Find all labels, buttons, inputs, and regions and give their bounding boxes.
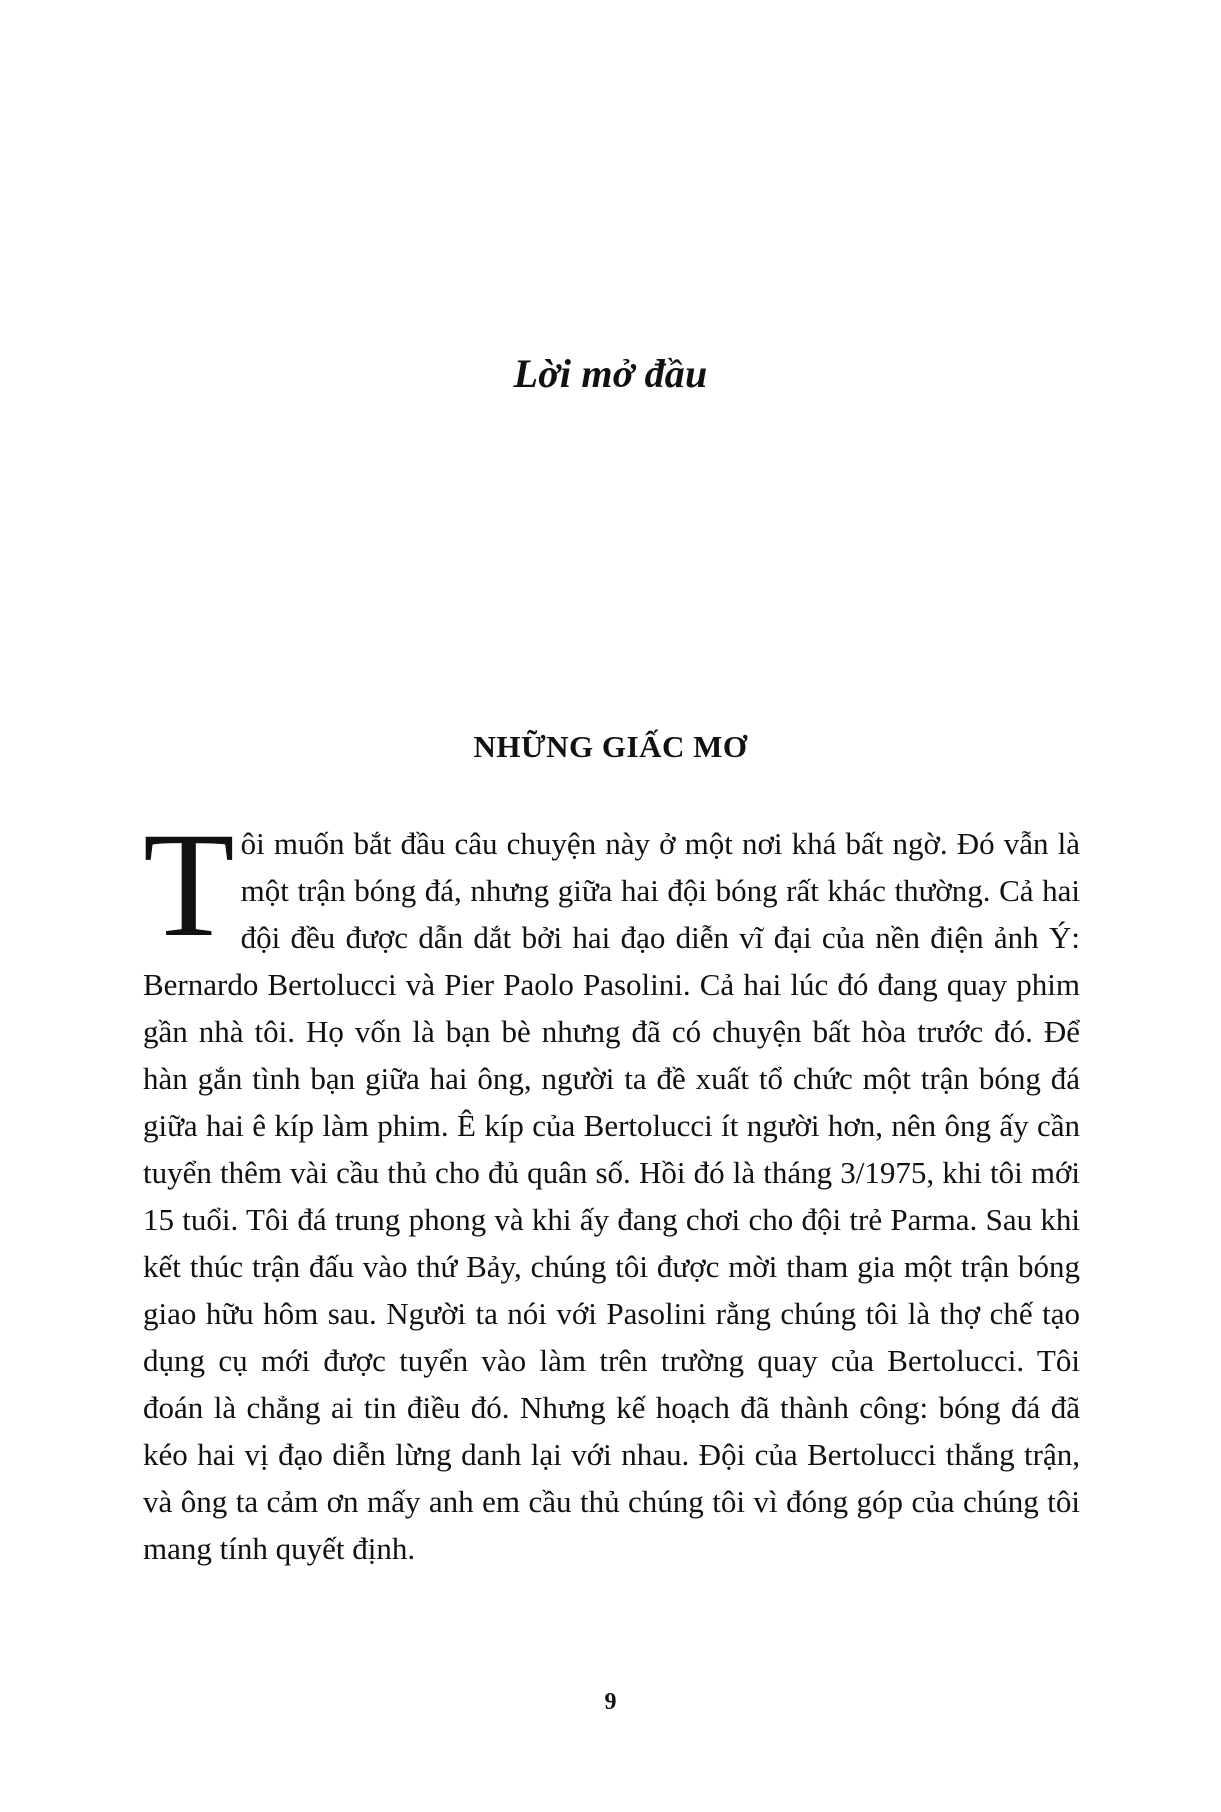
body-paragraph <box>143 802 1080 1572</box>
drop-cap-letter: T <box>143 802 235 968</box>
page-number: 9 <box>604 1689 617 1715</box>
body-paragraph-text: ôi muốn bắt đầu câu chuyện này ở một nơi khá bất ngờ. Đó vẫn là một trận bóng đá, nhưng giữa hai đội bóng rất khác thường. Cả hai đội đều được dẫn dắt bởi hai đạo diễn vĩ đại của nền điện ảnh Ý: Bernardo Bertolucci và Pier Paolo Pasolini. Cả hai lúc đó đang quay phim gần nhà tôi. Họ vốn là bạn bè nhưng đã có chuyện bất hòa trước đó. Để hàn gắn tình bạn giữa hai ông, người ta đề xuất tổ chức một trận bóng đá giữa hai ê kíp làm phim. Ê kíp của Bertolucci ít người hơn, nên ông ấy cần tuyển thêm vài cầu thủ cho đủ quân số. Hồi đó là tháng 3/1975, khi tôi mới 15 tuổi. Tôi đá trung phong và khi ấy đang chơi cho đội trẻ Parma. Sau khi kết thúc trận đấu vào thứ Bảy, chúng tôi được mời tham gia một trận bóng giao hữu hôm sau. Người ta nói với Pasolini rằng chúng tôi là thợ chế tạo dụng cụ mới được tuyển vào làm trên trường quay của Bertolucci. Tôi đoán là chẳng ai tin điều đó. Nhưng kế hoạch đã thành công: bóng đá đã kéo hai vị đạo diễn lừng danh lại với nhau. Đội của Bertolucci thắng trận, và ông ta cảm ơn mấy anh em cầu thủ chúng tôi vì đóng góp của chúng tôi mang tính quyết định. <box>143 826 1080 1566</box>
chapter-title: Lời mở đầu <box>513 351 708 396</box>
section-heading: NHỮNG GIẤC MƠ <box>473 729 748 764</box>
